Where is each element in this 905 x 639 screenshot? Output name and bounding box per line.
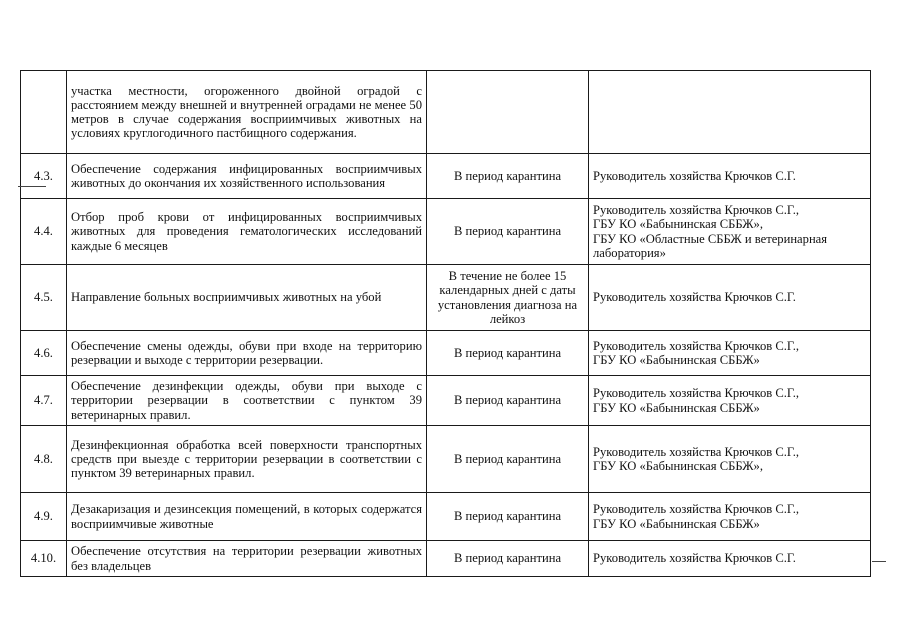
responsible-party (589, 426, 871, 493)
row-number: 4.4. (21, 199, 67, 265)
measure-term: В период карантина (427, 154, 589, 199)
measure-description: Обеспечение отсутствия на территории резервации животных без владельцев (67, 541, 427, 577)
responsible-line: ГБУ КО «Бабынинская СББЖ» (593, 516, 760, 531)
table-row (21, 541, 871, 577)
measure-description: Обеспечение содержания инфицированных восприимчивых животных до окончания их хозяйственного использования (67, 154, 427, 199)
scan-artifact-line (872, 561, 886, 562)
measure-term: В период карантина (427, 541, 589, 577)
measure-term: В период карантина (427, 331, 589, 376)
scan-artifact-line (18, 186, 46, 187)
measure-description: Обеспечение смены одежды, обуви при входе на территорию резервации и выходе с территории резервации. (67, 331, 427, 376)
responsible-party (589, 71, 871, 154)
responsible-line: ГБУ КО «Областные СББЖ и ветеринарная (593, 231, 828, 246)
row-number: 4.9. (21, 493, 67, 541)
measure-term: В период карантина (427, 426, 589, 493)
responsible-line: Руководитель хозяйства Крючков С.Г. (593, 168, 796, 183)
responsible-line: Руководитель хозяйства Крючков С.Г., (593, 203, 800, 218)
responsible-line: Руководитель хозяйства Крючков С.Г. (593, 551, 796, 566)
measure-term: В период карантина (427, 493, 589, 541)
table-row (21, 154, 871, 199)
measure-term: В период карантина (427, 376, 589, 426)
row-number: 4.10. (21, 541, 67, 577)
responsible-party (589, 541, 871, 577)
responsible-party (589, 493, 871, 541)
measure-term (427, 71, 589, 154)
responsible-line: ГБУ КО «Бабынинская СББЖ» (593, 353, 760, 367)
responsible-party (589, 265, 871, 331)
responsible-party (589, 376, 871, 426)
responsible-line: Руководитель хозяйства Крючков С.Г., (593, 502, 800, 517)
table-row (21, 199, 871, 265)
table-row (21, 493, 871, 541)
table-row (21, 376, 871, 426)
responsible-line: лаборатория» (593, 245, 666, 260)
measure-description: Обеспечение дезинфекции одежды, обуви при выходе с территории резервации в соответствии с пунктом 39 ветеринарных правил. (67, 376, 427, 426)
responsible-line: ГБУ КО «Бабынинская СББЖ» (593, 400, 760, 415)
table-row (21, 71, 871, 154)
responsible-line: Руководитель хозяйства Крючков С.Г., (593, 444, 800, 459)
responsible-line: ГБУ КО «Бабынинская СББЖ», (593, 217, 763, 232)
row-number: 4.8. (21, 426, 67, 493)
measure-term: В период карантина (427, 199, 589, 265)
table-row (21, 265, 871, 331)
row-number: 4.6. (21, 331, 67, 376)
responsible-line: Руководитель хозяйства Крючков С.Г., (593, 338, 800, 353)
row-number: 4.5. (21, 265, 67, 331)
document-sheet (20, 70, 870, 577)
responsible-line: Руководитель хозяйства Крючков С.Г. (593, 290, 796, 305)
responsible-line: ГБУ КО «Бабынинская СББЖ», (593, 459, 763, 473)
measure-description: Дезакаризация и дезинсекция помещений, в которых содержатся восприимчивые животные (67, 493, 427, 541)
responsible-party (589, 199, 871, 265)
measure-description: Дезинфекционная обработка всей поверхности транспортных средств при выезде с территории резервации в соответствии с пунктом 39 ветеринарных правил. (67, 426, 427, 493)
measure-description: Направление больных восприимчивых животных на убой (67, 265, 427, 331)
table-row (21, 331, 871, 376)
row-number (21, 71, 67, 154)
row-number: 4.7. (21, 376, 67, 426)
responsible-line: Руководитель хозяйства Крючков С.Г., (593, 386, 800, 401)
responsible-party (589, 331, 871, 376)
measure-description: участка местности, огороженного двойной оградой с расстоянием между внешней и внутренней оградами не менее 50 метров в случае содержания восприимчивых животных на условиях круглогодичного пастбищного содержания. (67, 71, 427, 154)
table-row (21, 426, 871, 493)
row-number: 4.3. (21, 154, 67, 199)
responsible-party (589, 154, 871, 199)
measure-description: Отбор проб крови от инфицированных восприимчивых животных для проведения гематологических исследований каждые 6 месяцев (67, 199, 427, 265)
measure-term: В течение не более 15 календарных дней с даты установления диагноза на лейкоз (427, 265, 589, 331)
quarantine-measures-table (20, 70, 871, 577)
